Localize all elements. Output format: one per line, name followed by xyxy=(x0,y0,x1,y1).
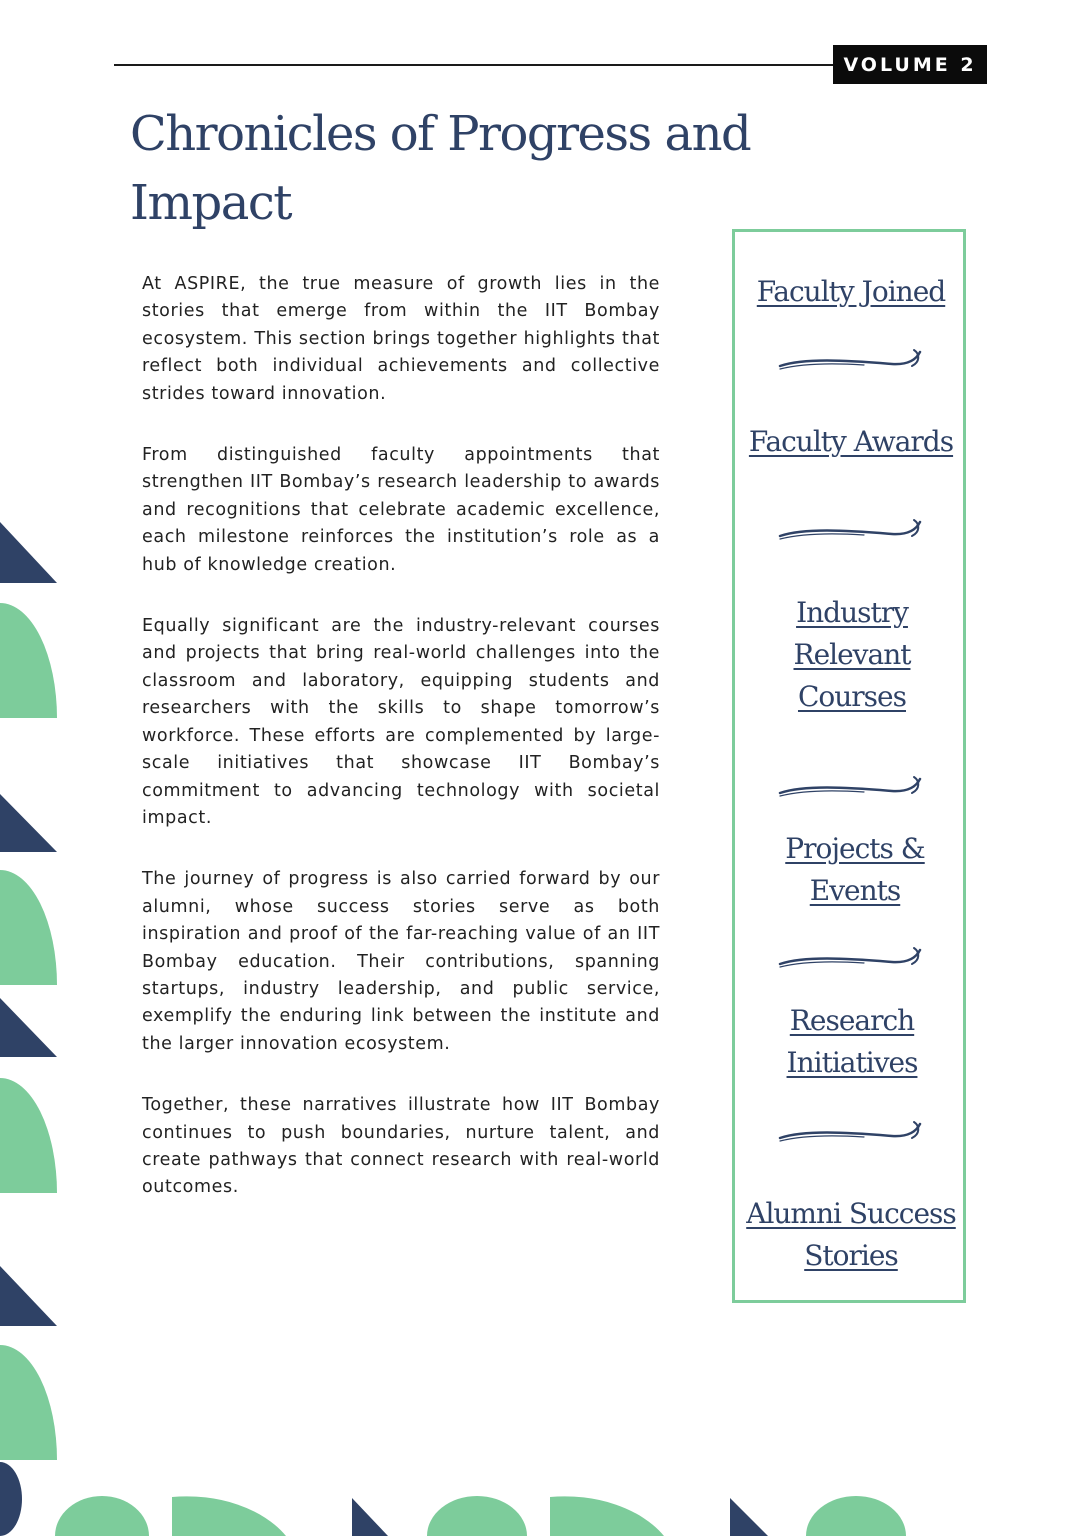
green-quarter-shape xyxy=(0,1078,57,1193)
nav-link-projects-events[interactable]: Projects & Events xyxy=(785,832,925,907)
page-title: Chronicles of Progress and Impact xyxy=(130,106,751,231)
green-quarter-shape xyxy=(0,1345,57,1460)
paragraph-faculty: From distinguished faculty appointments that strengthen IIT Bombay’s research leadership to awards and recognitions that celebrate academic excellence, each milestone reinforces the institution’s role as a hub of knowledge creation. xyxy=(142,445,660,575)
navy-triangle-shape xyxy=(0,522,57,583)
nav-link-faculty-joined[interactable]: Faculty Joined xyxy=(756,275,946,308)
volume-badge: VOLUME 2 xyxy=(833,45,987,84)
green-quarter-shape xyxy=(550,1496,664,1536)
nav-link-alumni-success-stories[interactable]: Alumni Success Stories xyxy=(746,1197,956,1272)
nav-link-industry-relevant-courses[interactable]: Industry Relevant Courses xyxy=(793,596,911,713)
navy-arc-shape xyxy=(0,1462,22,1536)
body-text xyxy=(142,271,660,1236)
paragraph-alumni: The journey of progress is also carried forward by our alumni, whose success stories serve as both inspiration and proof of the far-reaching value of an IIT Bombay education. Their contributions, spanning startups, industry leadership, and public service, exemplify the enduring link between the institute and the larger innovation ecosystem. xyxy=(142,869,660,1054)
navy-triangle-shape xyxy=(0,1266,57,1326)
swoosh-divider-icon xyxy=(774,775,926,801)
green-quarter-shape xyxy=(172,1496,286,1536)
navy-triangle-shape xyxy=(0,794,57,852)
swoosh-divider-icon xyxy=(774,518,926,544)
swoosh-divider-icon xyxy=(774,1120,926,1146)
paragraph-intro: At ASPIRE, the true measure of growth lies in the stories that emerge from within the IIT Bombay ecosystem. This section brings together highlights that reflect both individual achievements and collective strides toward innovation. xyxy=(142,274,660,404)
green-semicircle-shape xyxy=(55,1496,149,1536)
header-rule xyxy=(114,64,834,66)
swoosh-divider-icon xyxy=(774,946,926,972)
green-semicircle-shape xyxy=(806,1496,906,1536)
green-quarter-shape xyxy=(0,870,57,985)
navy-triangle-shape xyxy=(0,998,57,1057)
green-quarter-shape xyxy=(0,603,57,718)
paragraph-industry: Equally significant are the industry-relevant courses and projects that bring real-world challenges into the classroom and laboratory, equipping students and researchers with the skills to shape tomorrow’s workforce. These efforts are complemented by large-scale initiatives that showcase IIT Bombay’s commitment to advancing technology with societal impact. xyxy=(142,616,660,828)
navy-triangle-shape xyxy=(352,1498,388,1536)
swoosh-divider-icon xyxy=(774,348,926,374)
paragraph-conclusion: Together, these narratives illustrate how IIT Bombay continues to push boundaries, nurture talent, and create pathways that connect research with real-world outcomes. xyxy=(142,1095,660,1198)
nav-link-faculty-awards[interactable]: Faculty Awards xyxy=(748,425,954,458)
green-semicircle-shape xyxy=(427,1496,527,1536)
navy-triangle-shape xyxy=(730,1498,768,1536)
nav-link-research-initiatives[interactable]: Research Initiatives xyxy=(786,1004,918,1079)
